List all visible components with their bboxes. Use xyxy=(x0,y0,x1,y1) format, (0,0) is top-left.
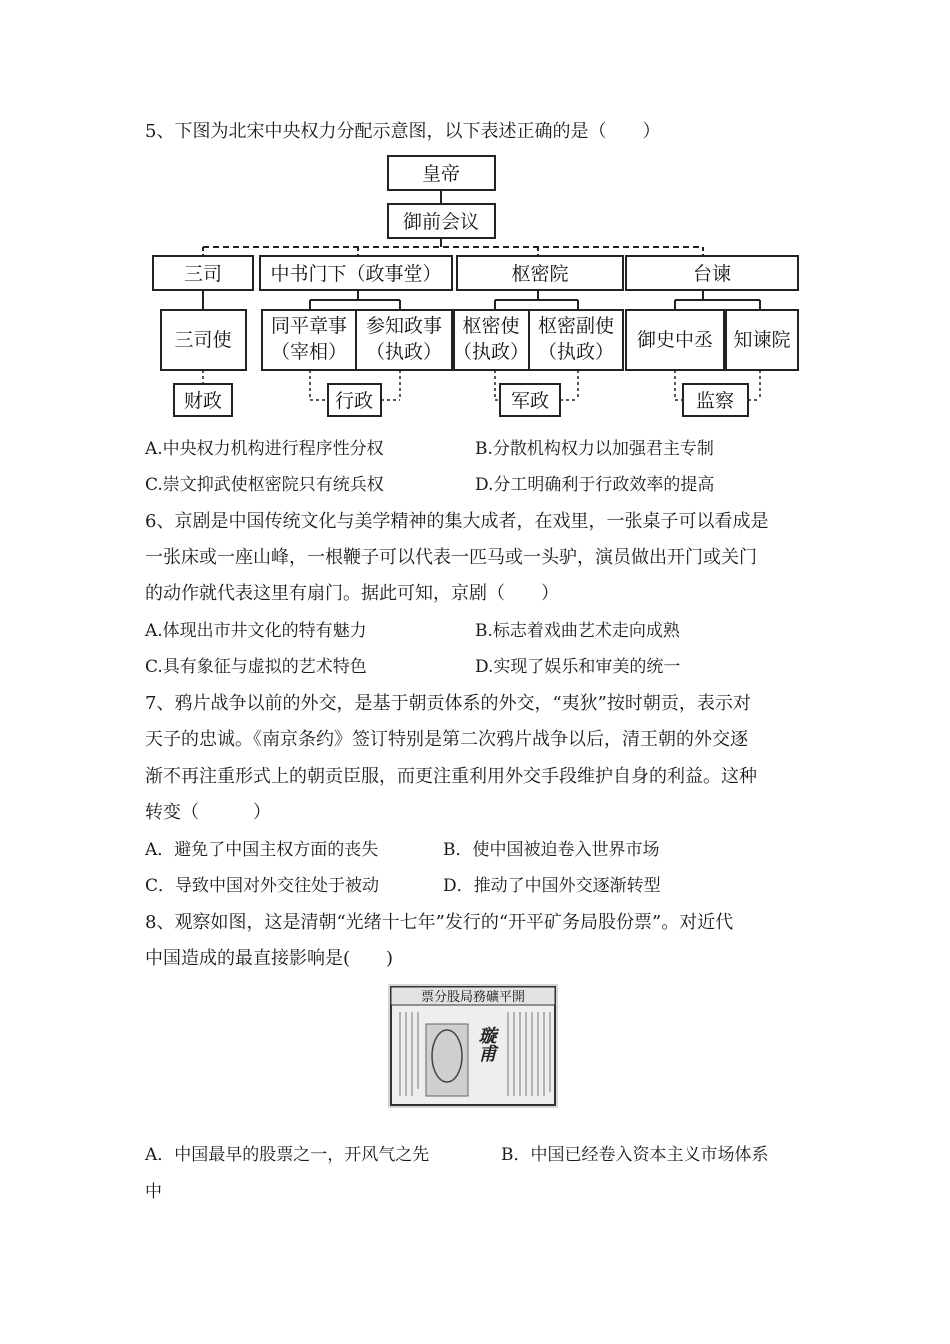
q7-stem-line2: 天子的忠诚。《南京条约》签订特别是第二次鸦片战争以后，清王朝的外交逐 xyxy=(145,729,748,750)
node-caizheng: 财政 xyxy=(183,390,223,412)
node-shumi-fu: 枢密副使 xyxy=(537,315,615,337)
node-shumi-fu-note: （执政） xyxy=(537,341,615,363)
q8-option-a: A．中国最早的股票之一，开风气之先 xyxy=(145,1145,430,1165)
stock-calligraphy: 璇甫 xyxy=(475,1026,497,1062)
node-xingzheng: 行政 xyxy=(334,390,374,412)
q6-option-a: A.体现出市井文化的特有魅力 xyxy=(145,621,367,641)
q5-option-a: A.中央权力机构进行程序性分权 xyxy=(145,439,384,459)
q7-option-d: D．推动了中国外交逐渐转型 xyxy=(443,876,661,896)
q7-stem-line1: 7、鸦片战争以前的外交，是基于朝贡体系的外交，“夷狄”按时朝贡，表示对 xyxy=(145,693,751,714)
q8-option-b-continued: 中 xyxy=(145,1182,162,1202)
q8-stem-line2: 中国造成的最直接影响是( ) xyxy=(145,948,394,969)
node-shumi-shi: 枢密使 xyxy=(462,315,520,337)
node-zhijian: 知谏院 xyxy=(733,329,791,351)
q6-option-b: B.标志着戏曲艺术走向成熟 xyxy=(475,621,680,641)
q5-option-d: D.分工明确利于行政效率的提高 xyxy=(475,475,715,495)
q7-option-a: A．避免了中国主权方面的丧失 xyxy=(145,840,379,860)
node-canzhi-note: （执政） xyxy=(365,341,443,363)
node-canzhi: 参知政事 xyxy=(365,315,443,337)
node-emperor: 皇帝 xyxy=(421,163,461,185)
node-yushi: 御史中丞 xyxy=(636,329,714,351)
node-tongping: 同平章事 xyxy=(270,315,348,337)
q6-stem-line1: 6、京剧是中国传统文化与美学精神的集大成者，在戏里，一张桌子可以看成是 xyxy=(145,511,769,532)
q5-option-b: B.分散机构权力以加强君主专制 xyxy=(475,439,714,459)
node-junzheng: 军政 xyxy=(510,390,550,412)
node-shumi-shi-note: （执政） xyxy=(452,341,530,363)
q5-stem: 5、下图为北宋中央权力分配示意图，以下表述正确的是（ ） xyxy=(145,121,661,142)
q8-option-b: B．中国已经卷入资本主义市场体系 xyxy=(501,1145,769,1165)
q6-stem-line2: 一张床或一座山峰，一根鞭子可以代表一匹马或一头驴，演员做出开门或关门 xyxy=(145,547,757,568)
q7-stem-line3: 渐不再注重形式上的朝贡臣服，而更注重利用外交手段维护自身的利益。这种 xyxy=(145,766,757,787)
q6-option-d: D.实现了娱乐和审美的统一 xyxy=(475,657,681,677)
stock-header-text: 票分股局務礦平開 xyxy=(420,990,526,1005)
q6-option-c: C.具有象征与虚拟的艺术特色 xyxy=(145,657,367,677)
q6-stem-line3: 的动作就代表这里有扇门。据此可知，京剧（ ） xyxy=(145,583,559,604)
song-power-diagram xyxy=(148,150,803,420)
node-sansi: 三司 xyxy=(183,263,223,285)
node-taijian: 台谏 xyxy=(692,263,732,285)
q5-option-c: C.崇文抑武使枢密院只有统兵权 xyxy=(145,475,384,495)
node-zhongshu: 中书门下（政事堂） xyxy=(270,263,442,285)
q8-stem-line1: 8、观察如图，这是清朝“光绪十七年”发行的“开平矿务局股份票”。对近代 xyxy=(145,912,734,933)
node-shumi: 枢密院 xyxy=(511,263,569,285)
q7-option-c: C．导致中国对外交往处于被动 xyxy=(145,876,380,896)
node-sansi-shi: 三司使 xyxy=(174,329,232,351)
q7-option-b: B．使中国被迫卷入世界市场 xyxy=(443,840,660,860)
node-jiancha: 监察 xyxy=(695,390,735,412)
node-council: 御前会议 xyxy=(402,211,480,233)
q7-stem-line4: 转变（ ） xyxy=(145,802,271,823)
node-tongping-note: （宰相） xyxy=(270,341,348,363)
kaiping-stock-certificate-image xyxy=(388,984,558,1108)
